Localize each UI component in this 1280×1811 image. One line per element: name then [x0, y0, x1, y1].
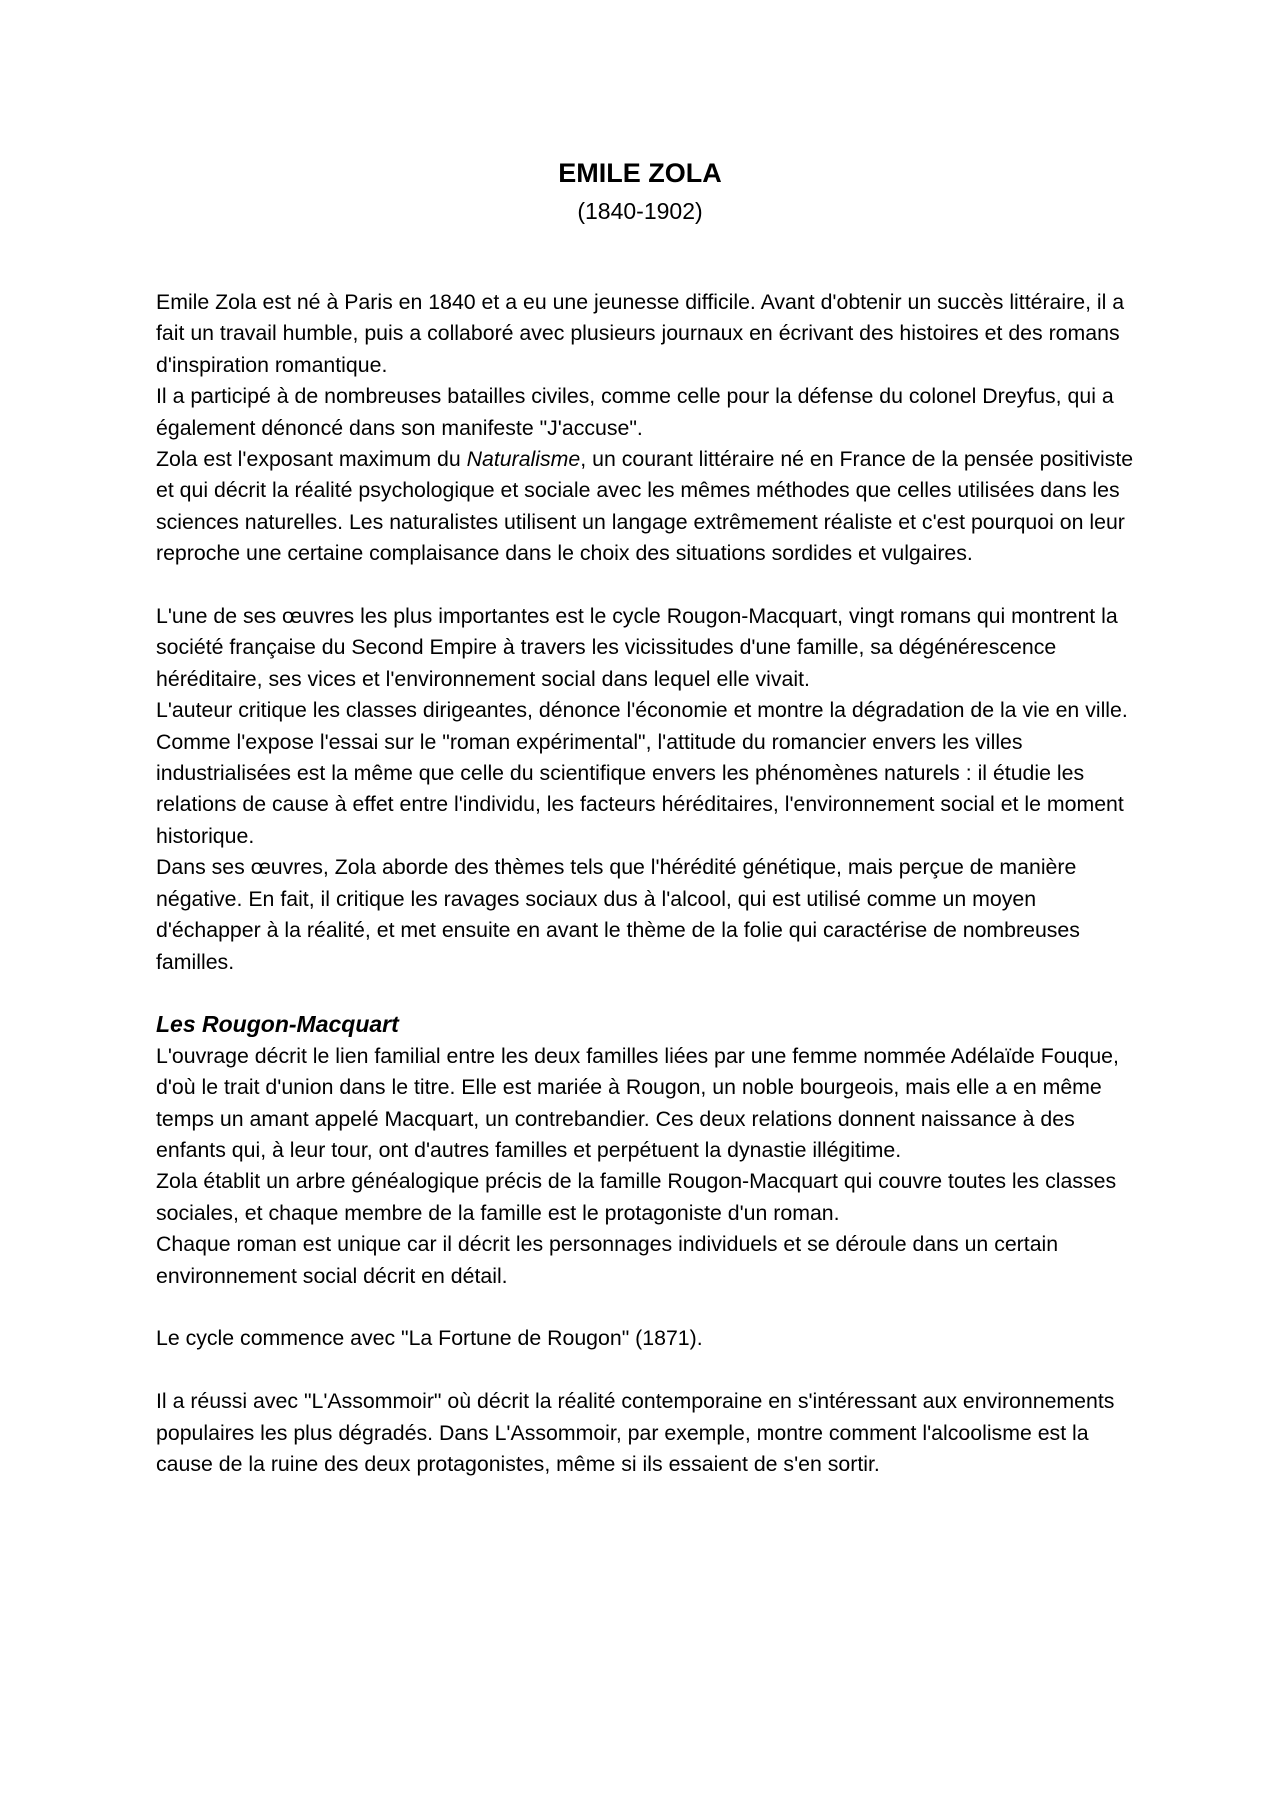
section-paragraph-4: Le cycle commence avec "La Fortune de Rougon" (1871).	[156, 1326, 703, 1351]
naturalism-text-after: , un courant littéraire né en France de la pensée positiviste et qui décrit la réalité psychologique et sociale avec les mêmes méthodes que celles utilisées dans les sciences naturelles. Les naturalistes utilisent un langage extrêmement réaliste et c'est pourquoi on leur reproche une certaine complaisance dans le choix des situations sordides et vulgaires.	[156, 447, 1134, 566]
document-body	[156, 287, 1136, 1480]
section-paragraph-5: Il a réussi avec "L'Assommoir" où décrit la réalité contemporaine en s'intéressant aux environnements populaires les plus dégradés. Dans L'Assommoir, par exemple, montre comment l'alcoolisme est la cause de la ruine des deux protagonistes, même si ils essaient de s'en sortir.	[156, 1389, 1115, 1476]
paragraph-spacer	[156, 570, 1136, 601]
section-paragraph-2: Zola établit un arbre généalogique précis de la famille Rougon-Macquart qui couvre toutes les classes sociales, et chaque membre de la famille est le protagoniste d'un roman.	[156, 1169, 1117, 1225]
intro-paragraph-1: Emile Zola est né à Paris en 1840 et a eu une jeunesse difficile. Avant d'obtenir un succès littéraire, il a fait un travail humble, puis a collaboré avec plusieurs journaux en écrivant des histoires et des romans d'inspiration romantique.	[156, 290, 1125, 377]
works-paragraph-3: Comme l'expose l'essai sur le "roman expérimental", l'attitude du romancier envers les villes industrialisées est la même que celle du scientifique envers les phénomènes naturels : il étudie les relations de cause à effet entre l'individu, les facteurs héréditaires, l'environnement social et le moment historique.	[156, 729, 1124, 848]
works-paragraph-4: Dans ses œuvres, Zola aborde des thèmes tels que l'hérédité génétique, mais perçue de manière négative. En fait, il critique les ravages sociaux dus à l'alcool, qui est utilisé comme un moyen d'échapper à la réalité, et met ensuite en avant le thème de la folie qui caractérise de nombreuses familles.	[156, 855, 1080, 974]
document-title: EMILE ZOLA	[558, 158, 722, 188]
works-paragraph-1: L'une de ses œuvres les plus importantes est le cycle Rougon-Macquart, vingt romans qui montrent la société française du Second Empire à travers les vicissitudes d'une famille, sa dégénérescence héréditaire, ses vices et l'environnement social dans lequel elle vivait.	[156, 604, 1118, 691]
paragraph-spacer	[156, 1292, 1136, 1323]
intro-paragraph-3	[156, 444, 1136, 570]
section-paragraph-3: Chaque roman est unique car il décrit les personnages individuels et se déroule dans un certain environnement social décrit en détail.	[156, 1232, 1059, 1288]
paragraph-spacer	[156, 978, 1136, 1009]
naturalism-term: Naturalisme	[466, 447, 581, 472]
section-heading: Les Rougon-Macquart	[156, 1011, 399, 1038]
works-paragraph-2: L'auteur critique les classes dirigeantes, dénonce l'économie et montre la dégradation de la vie en ville.	[156, 698, 1128, 723]
paragraph-spacer	[156, 1355, 1136, 1386]
document-dates: (1840-1902)	[577, 198, 703, 224]
intro-paragraph-2: Il a participé à de nombreuses batailles civiles, comme celle pour la défense du colonel Dreyfus, qui a également dénoncé dans son manifeste "J'accuse".	[156, 384, 1114, 440]
naturalism-text-before: Zola est l'exposant maximum du	[156, 447, 467, 472]
section-paragraph-1: L'ouvrage décrit le lien familial entre les deux familles liées par une femme nommée Adélaïde Fouque, d'où le trait d'union dans le titre. Elle est mariée à Rougon, un noble bourgeois, mais elle a en même temps un amant appelé Macquart, un contrebandier. Ces deux relations donnent naissance à des enfants qui, à leur tour, ont d'autres familles et perpétuent la dynastie illégitime.	[156, 1043, 1119, 1162]
